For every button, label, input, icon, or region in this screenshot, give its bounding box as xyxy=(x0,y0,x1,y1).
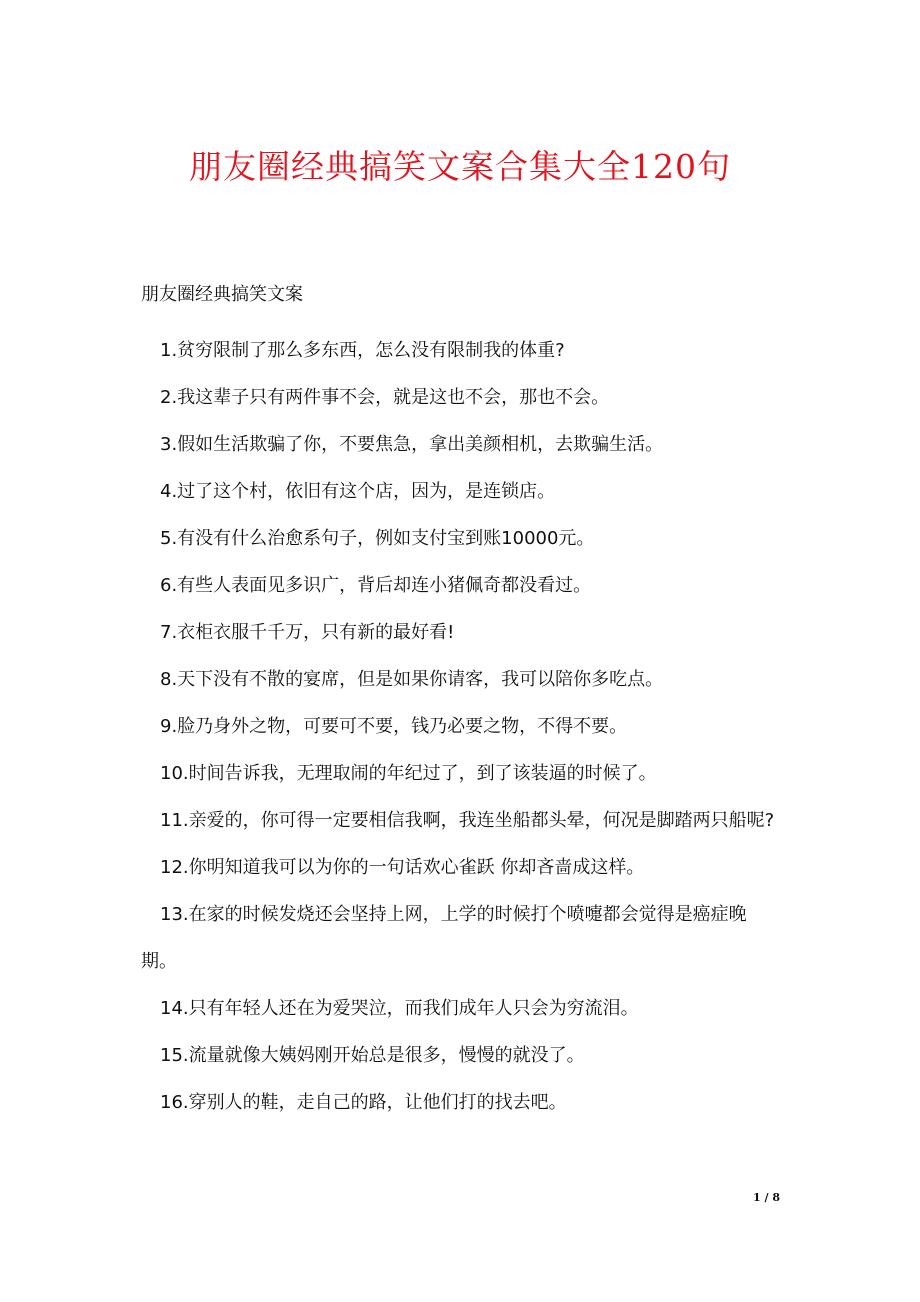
list-item: 13.在家的时候发烧还会坚持上网，上学的时候打个喷嚏都会觉得是癌症晚期。 xyxy=(141,904,747,972)
list-item: 3.假如生活欺骗了你，不要焦急，拿出美颜相机，去欺骗生活。 xyxy=(160,434,664,455)
list-item: 2.我这辈子只有两件事不会，就是这也不会，那也不会。 xyxy=(160,387,610,408)
list-item: 10.时间告诉我，无理取闹的年纪过了，到了该装逼的时候了。 xyxy=(160,763,657,784)
list-item: 14.只有年轻人还在为爱哭泣，而我们成年人只会为穷流泪。 xyxy=(160,998,639,1019)
list-item: 5.有没有什么治愈系句子，例如支付宝到账10000元。 xyxy=(160,528,595,549)
list-item: 9.脸乃身外之物，可要可不要，钱乃必要之物，不得不要。 xyxy=(160,716,628,737)
list-item: 15.流量就像大姨妈刚开始总是很多，慢慢的就没了。 xyxy=(160,1045,585,1066)
list-item: 4.过了这个村，依旧有这个店，因为，是连锁店。 xyxy=(160,481,556,502)
section-heading: 朋友圈经典搞笑文案 xyxy=(141,284,303,305)
list-item: 6.有些人表面见多识广，背后却连小猪佩奇都没看过。 xyxy=(160,575,592,596)
quote-list xyxy=(141,327,781,1126)
page-number: 1 / 8 xyxy=(753,1191,780,1204)
list-item: 8.天下没有不散的宴席，但是如果你请客，我可以陪你多吃点。 xyxy=(160,669,664,690)
list-item: 7.衣柜衣服千千万，只有新的最好看! xyxy=(160,622,455,643)
list-item: 1.贫穷限制了那么多东西，怎么没有限制我的体重? xyxy=(160,340,565,361)
list-item: 12.你明知道我可以为你的一句话欢心雀跃 你却吝啬成这样。 xyxy=(160,857,645,878)
list-item: 11.亲爱的，你可得一定要相信我啊，我连坐船都头晕，何况是脚踏两只船呢? xyxy=(160,810,775,831)
list-item: 16.穿别人的鞋，走自己的路，让他们打的找去吧。 xyxy=(160,1092,567,1113)
page-title: 朋友圈经典搞笑文案合集大全120句 xyxy=(189,147,731,186)
